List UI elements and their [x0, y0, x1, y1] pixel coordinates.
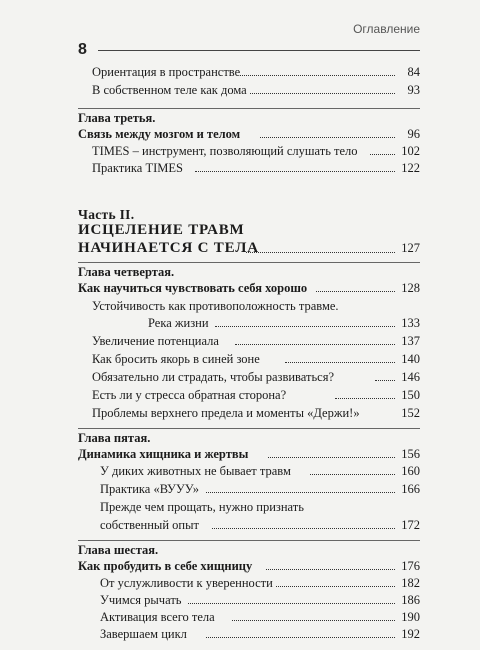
dot-leader [276, 586, 395, 587]
chapter-heading[interactable] [0, 558, 480, 574]
toc-entry[interactable] [0, 315, 480, 331]
dot-leader [260, 137, 395, 138]
dot-leader [240, 75, 395, 76]
chapter-label: Глава третья. [78, 111, 156, 125]
dot-leader [246, 252, 395, 253]
chapter-label: Глава шестая. [78, 543, 159, 557]
dot-leader [235, 344, 395, 345]
dot-leader [206, 637, 395, 638]
toc-entry-page: 102 [401, 144, 420, 158]
toc-entry-title: Река жизни [148, 316, 209, 330]
toc-entry-title: Как бросить якорь в синей зоне [92, 352, 260, 366]
dot-leader [316, 291, 395, 292]
chapter-title: Как научиться чувствовать себя хорошо [78, 281, 308, 295]
toc-entry[interactable] [0, 298, 480, 314]
toc-entry-page: 122 [401, 161, 420, 175]
toc-entry[interactable] [0, 592, 480, 608]
chapter-heading[interactable] [0, 280, 480, 296]
toc-entry-title: Практика TIMES [92, 161, 183, 175]
toc-entry[interactable] [0, 369, 480, 385]
toc-entry[interactable] [0, 499, 480, 515]
toc-entry-page: 150 [401, 388, 420, 402]
toc-entry[interactable] [0, 143, 480, 159]
toc-entry-page: 152 [401, 406, 420, 420]
toc-entry[interactable] [0, 160, 480, 176]
running-head: Оглавление [353, 22, 420, 36]
toc-entry-page: 93 [407, 83, 420, 97]
toc-entry-page: 160 [401, 464, 420, 478]
dot-leader [188, 603, 395, 604]
chapter-page: 128 [401, 281, 420, 295]
toc-entry-page: 172 [401, 518, 420, 532]
part-title-line2: НАЧИНАЕТСЯ С ТЕЛА [78, 240, 259, 256]
toc-entry-title: TIMES – инструмент, позволяющий слушать тело [92, 144, 358, 158]
dot-leader [195, 171, 395, 172]
toc-entry[interactable] [0, 82, 480, 98]
toc-entry-title: Активация всего тела [100, 610, 215, 624]
toc-entry-page: 140 [401, 352, 420, 366]
chapter-page: 176 [401, 559, 420, 573]
toc-entry-page: 190 [401, 610, 420, 624]
chapter-page: 156 [401, 447, 420, 461]
part-heading[interactable] [0, 238, 480, 258]
toc-entry-title: Проблемы верхнего предела и моменты «Держи!» [92, 406, 360, 420]
chapter-heading[interactable] [0, 446, 480, 462]
dot-leader [285, 362, 395, 363]
toc-entry-page: 137 [401, 334, 420, 348]
toc-entry-page: 192 [401, 627, 420, 641]
toc-entry-title: Прежде чем прощать, нужно признать [100, 500, 304, 514]
toc-entry[interactable] [0, 351, 480, 367]
toc-entry-title: Есть ли у стресса обратная сторона? [92, 388, 287, 402]
chapter-page: 96 [407, 127, 420, 141]
dot-leader [232, 620, 395, 621]
toc-entry-title: У диких животных не бывает травм [100, 464, 291, 478]
chapter-title: Связь между мозгом и телом [78, 127, 241, 141]
part-label: Часть II. [78, 207, 135, 222]
chapter-rule [78, 428, 420, 429]
toc-entry-page: 186 [401, 593, 420, 607]
toc-entry[interactable] [0, 333, 480, 349]
dot-leader [335, 398, 395, 399]
chapter-title: Как пробудить в себе хищницу [78, 559, 253, 573]
page-number: 8 [78, 41, 87, 58]
toc-entry-title: Завершаем цикл [100, 627, 187, 641]
chapter-label: Глава четвертая. [78, 265, 175, 279]
chapter-rule [78, 540, 420, 541]
toc-entry-title: Практика «ВУУУ» [100, 482, 200, 496]
toc-entry-title: Обязательно ли страдать, чтобы развиваться? [92, 370, 335, 384]
toc-entry-title: собственный опыт [100, 518, 199, 532]
toc-entry[interactable] [0, 609, 480, 625]
chapter-label: Глава пятая. [78, 431, 151, 445]
toc-entry-title: Увеличение потенциала [92, 334, 219, 348]
header-rule [98, 50, 420, 51]
dot-leader [212, 528, 395, 529]
toc-entry-title: Учимся рычать [100, 593, 182, 607]
chapter-title: Динамика хищника и жертвы [78, 447, 249, 461]
toc-entry-page: 166 [401, 482, 420, 496]
toc-entry-title: Устойчивость как противоположность травме. [92, 299, 339, 313]
part-title-line1: ИСЦЕЛЕНИЕ ТРАВМ [78, 222, 245, 238]
toc-entry[interactable] [0, 575, 480, 591]
toc-entry-title: В собственном теле как дома [92, 83, 247, 97]
chapter-rule [78, 108, 420, 109]
toc-entry-page: 133 [401, 316, 420, 330]
toc-entry-title: От услужливости к уверенности [100, 576, 273, 590]
dot-leader [268, 457, 395, 458]
toc-entry[interactable] [0, 626, 480, 642]
dot-leader [250, 93, 395, 94]
chapter-heading[interactable] [0, 126, 480, 142]
part-page: 127 [399, 238, 420, 258]
dot-leader [370, 154, 395, 155]
toc-entry-page: 182 [401, 576, 420, 590]
dot-leader [206, 492, 395, 493]
toc-entry[interactable] [0, 387, 480, 403]
toc-entry[interactable] [0, 481, 480, 497]
toc-entry-page: 146 [401, 370, 420, 384]
dot-leader [266, 569, 395, 570]
toc-entry[interactable] [0, 405, 480, 421]
dot-leader [375, 380, 395, 381]
toc-entry-title: Ориентация в пространстве [92, 65, 241, 79]
dot-leader [310, 474, 395, 475]
dot-leader [215, 326, 395, 327]
toc-entry[interactable] [0, 463, 480, 479]
toc-entry-page: 84 [407, 65, 420, 79]
chapter-rule [78, 262, 420, 263]
toc-entry[interactable] [0, 517, 480, 533]
toc-entry[interactable] [0, 64, 480, 80]
